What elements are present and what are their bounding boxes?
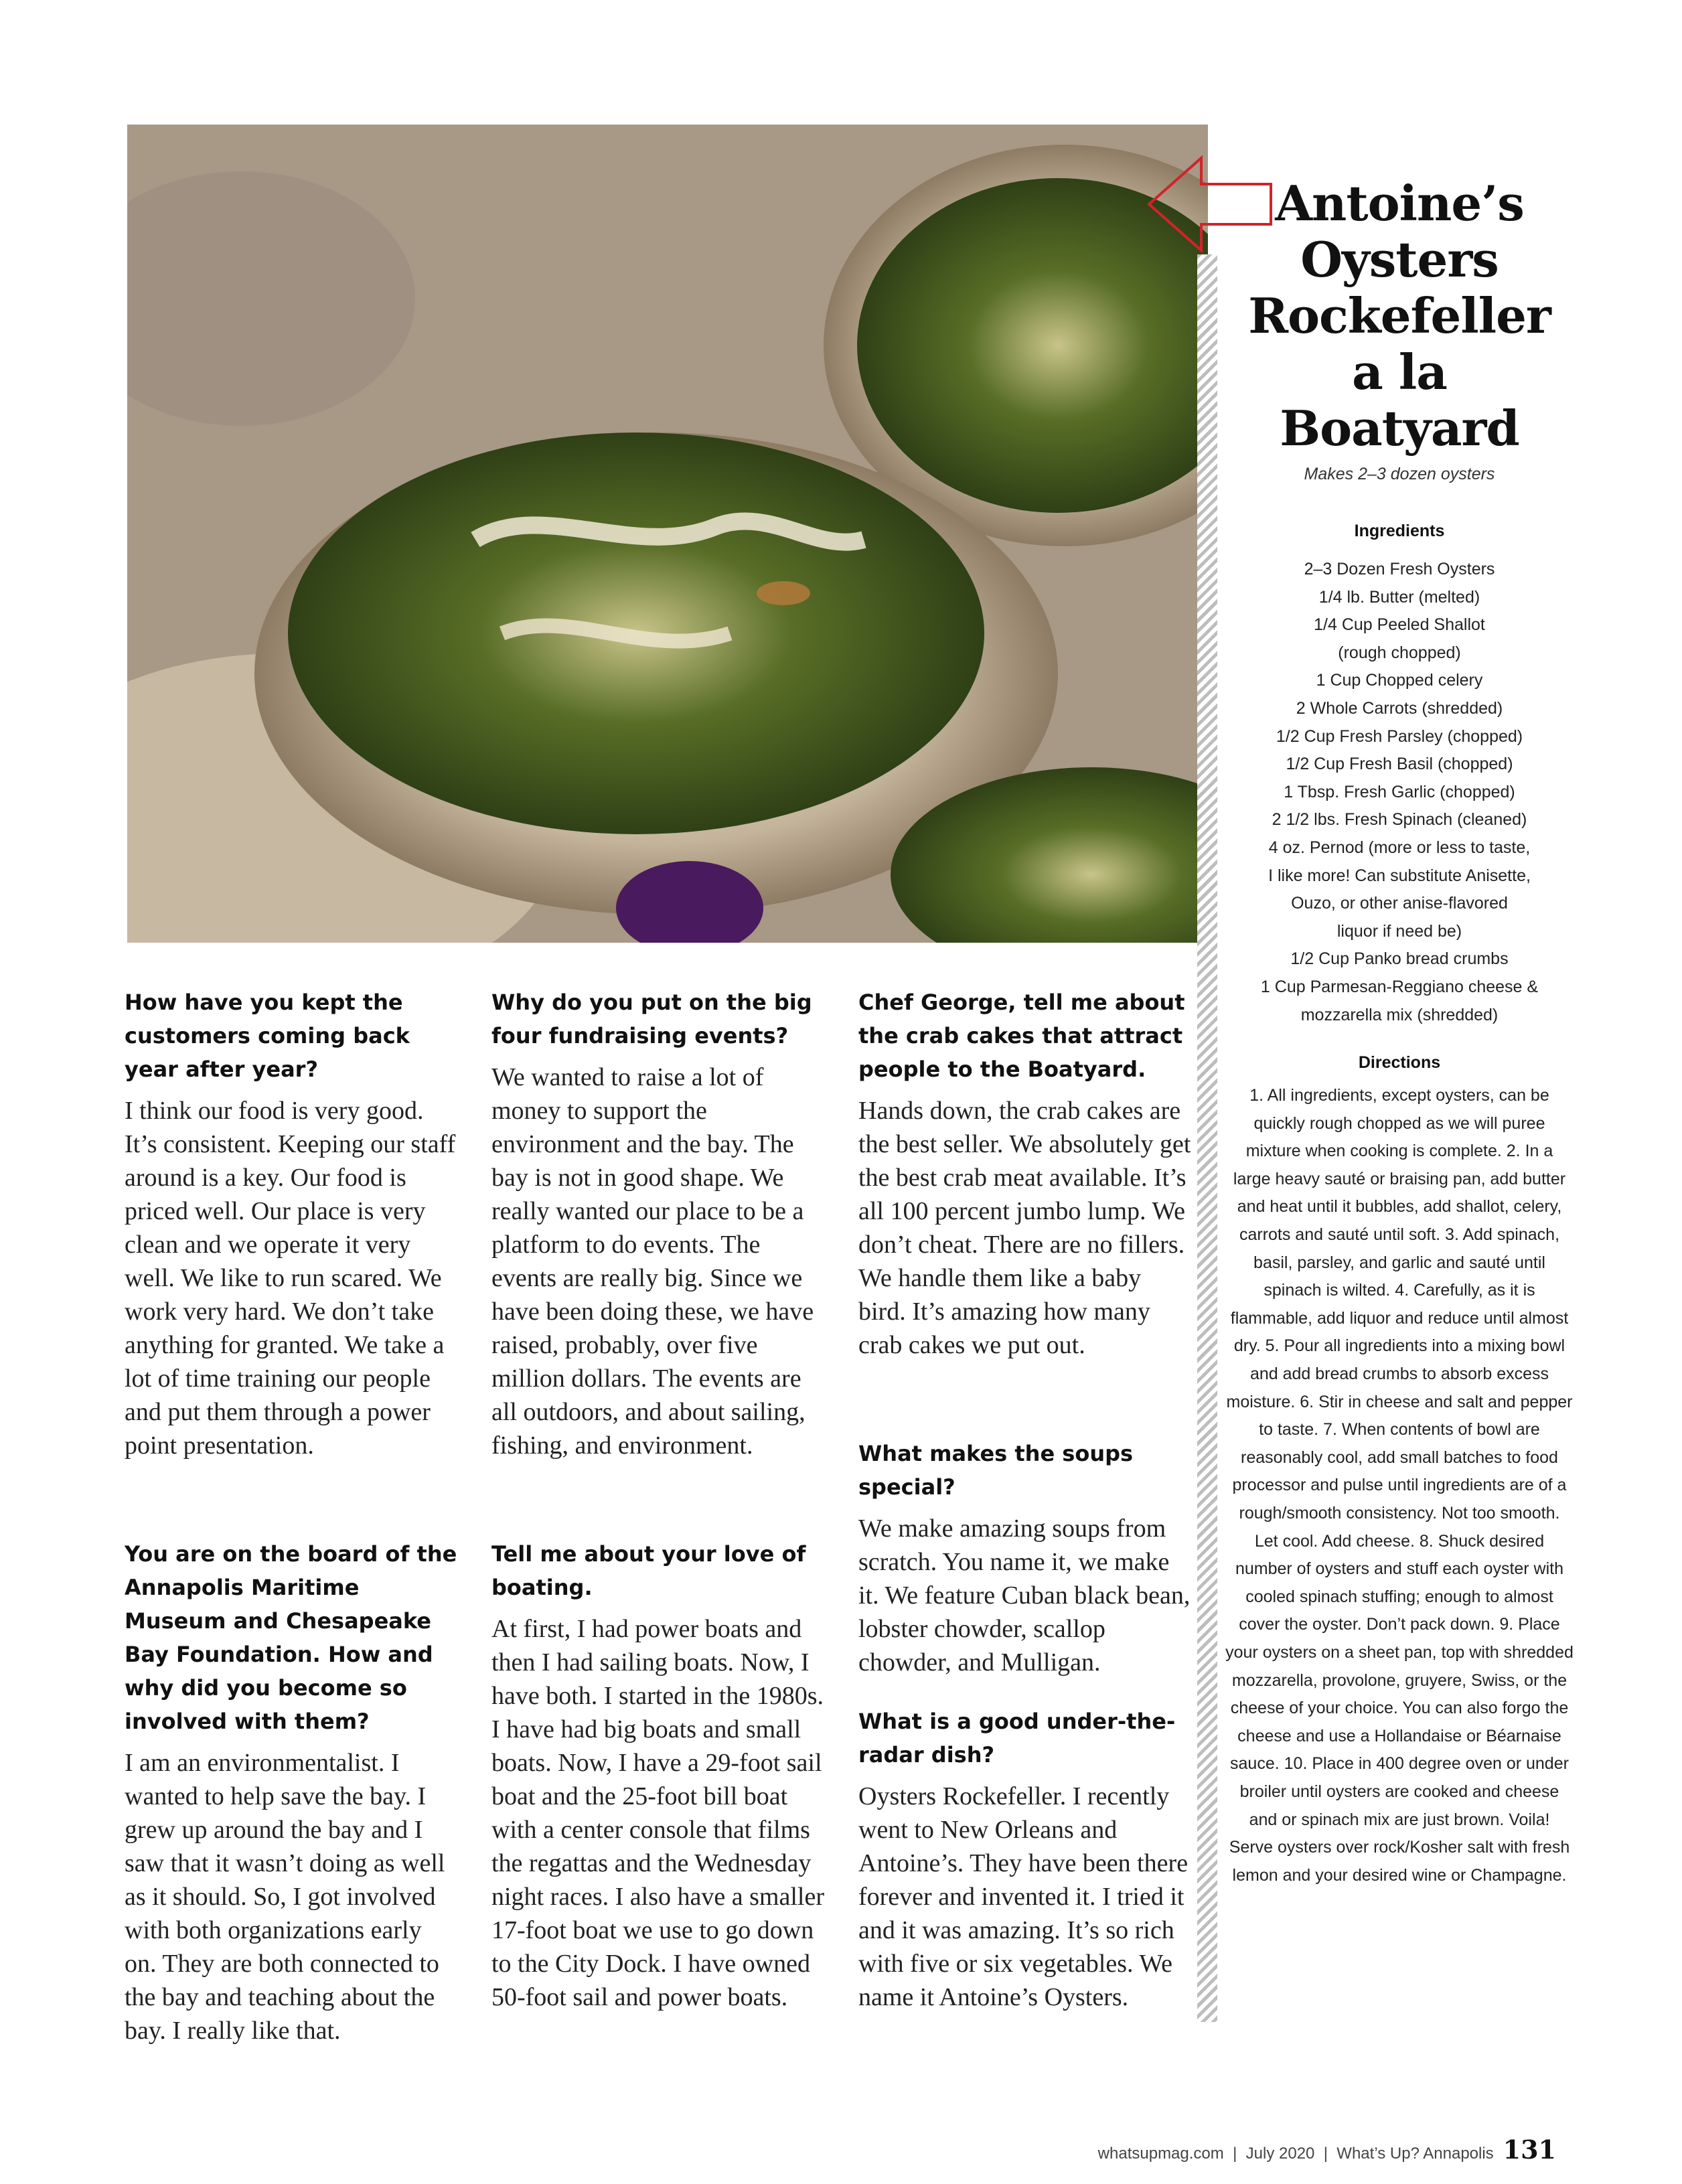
ingredient-item: 1/2 Cup Fresh Basil (chopped) [1286,755,1513,774]
directions-text: 1. All ingredients, except oysters, can be quickly rough chopped as we will puree mixture when cooking is complete. 2. In a large heavy sauté or braising pan, add butter and heat until it bubbles, add shallot, celery, carrots and sauté until soft. 3. Add spinach, basil, parsley, and garlic and sauté until spinach is wilted. 4. Carefully, as it is flammable, add liquor and reduce until almost dry. 5. Pour all ingredients into a mixing bowl and add bread crumbs to absorb excess moisture. 6. Stir in cheese and salt and pepper to taste. 7. When contents of bowl are reasonably cool, add small batches to food processor and pulse until ingredients are of a rough/smooth consistency. Not too smooth. Let cool. Add cheese. 8. Shuck desired number of oysters and stuff each oyster with cooled spinach stuffing; enough to almost cover the oyster. Don’t pack down. 9. Place your oysters on a sheet pan, top with shredded mozzarella, provolone, gruyere, Swiss, or the cheese of your choice. You can also forgo the cheese and use a Hollandaise or Béarnaise sauce. 10. Place in 400 degree oven or under broiler until oysters are cooked and cheese and or spinach mix are just brown. Voila! Serve oysters over rock/Kosher salt with fresh lemon and your desired wine or Champagne. [1225,1086,1574,1885]
question: Chef George, tell me about the crab cakes that attract people to the Boatyard. [858,990,1185,1082]
ingredient-item: I like more! Can substitute Anisette, [1268,866,1531,885]
interview-column-1 [125,986,459,1462]
recipe-sidebar [1225,175,1574,1889]
ingredients-heading: Ingredients [1354,522,1445,540]
question: Tell me about your love of boating. [491,1541,806,1600]
hatched-divider [1197,254,1217,2022]
page-number: 131 [1503,2134,1556,2165]
question: What makes the soups special? [858,1441,1134,1500]
ingredient-item: 1 Cup Parmesan-Reggiano cheese & [1260,977,1539,996]
question: How have you kept the customers coming back year after year? [125,990,410,1082]
ingredient-item: 2 Whole Carrots (shredded) [1296,698,1503,718]
page-footer [1098,2134,1556,2165]
ingredient-item: 1/4 Cup Peeled Shallot [1314,615,1485,635]
ingredient-item: 1/2 Cup Panko bread crumbs [1290,949,1509,969]
ingredient-item: 1/4 lb. Butter (melted) [1318,587,1480,607]
ingredient-item: 2–3 Dozen Fresh Oysters [1304,560,1495,578]
ingredient-item: 2 1/2 lbs. Fresh Spinach (cleaned) [1272,810,1527,830]
oysters-photo [127,125,1208,943]
interview-column-3-c [858,1705,1193,2014]
interview-column-1-b [125,1537,459,2047]
question: You are on the board of the Annapolis Maritime Museum and Chesapeake Bay Foundation. How and why did you become so involved with them? [125,1541,457,1734]
answer: We wanted to raise a lot of money to support the environment and the bay. The bay is not in good shape. We really wanted our place to be a platform to do events. The events are really big. Since we have been doing these, we have raised, probably, over five million dollars. The events are all outdoors, and about sailing, fishing, and environment. [491,1063,814,1460]
directions-heading: Directions [1358,1053,1441,1073]
ingredient-item: liquor if need be) [1336,921,1462,941]
ingredients-list [1231,556,1568,1029]
answer: I am an environmentalist. I wanted to help save the bay. I grew up around the bay and I saw that it wasn’t doing as well as it should. So, I got involved with both organizations early on. They are both connected to the bay and teaching about the bay. I really like that. [125,1749,445,2045]
ingredient-item: 1/2 Cup Fresh Parsley (chopped) [1276,726,1523,746]
ingredient-item: 1 Tbsp. Fresh Garlic (chopped) [1284,782,1515,801]
recipe-title: Antoine’s Oysters Rockefeller a la Boatyard [1248,175,1551,457]
question: Why do you put on the big four fundraising events? [491,990,812,1048]
ingredient-item: Ouzo, or other anise-flavored [1291,894,1508,913]
interview-column-3-b [858,1437,1193,1679]
ingredient-item: (rough chopped) [1338,643,1461,662]
recipe-yield: Makes 2–3 dozen oysters [1304,465,1495,483]
ingredient-item: 4 oz. Pernod (more or less to taste, [1268,838,1531,857]
ingredient-item: 1 Cup Chopped celery [1316,671,1483,690]
answer: We make amazing soups from scratch. You name it, we make it. We feature Cuban black bean, lobster chowder, scallop chowder, and Mulligan. [858,1514,1191,1676]
answer: At first, I had power boats and then I had sailing boats. Now, I have both. I started in the 1980s. I have had big boats and small boats. Now, I have a 29-foot sail boat and the 25-foot bill boat with a center console that films the regattas and the Wednesday night races. I also have a smaller 17-foot boat we use to go down to the City Dock. I have owned 50-foot sail and power boats. [491,1615,824,2011]
footer-text: whatsupmag.com | July 2020 | What’s Up? Annapolis [1097,2144,1494,2163]
ingredient-item: mozzarella mix (shredded) [1300,1005,1499,1024]
answer: Oysters Rockefeller. I recently went to New Orleans and Antoine’s. They have been there forever and invented it. I tried it and it was amazing. It’s so rich with five or six vegetables. We name it Antoine’s Oysters. [858,1782,1189,2011]
answer: I think our food is very good. It’s consistent. Keeping our staff around is a key. Our food is priced well. Our place is very clean and we operate it very well. We like to run scared. We work very hard. We don’t take anything for granted. We take a lot of time training our people and put them through a power point presentation. [125,1097,456,1460]
question: What is a good under-the-radar dish? [858,1709,1176,1768]
interview-column-2 [491,986,826,1462]
interview-column-2-b [491,1537,826,2014]
answer: Hands down, the crab cakes are the best seller. We absolutely get the best crab meat available. It’s all 100 percent jumbo lump. We don’t cheat. There are no fillers. We handle them like a baby bird. It’s amazing how many crab cakes we put out. [858,1097,1191,1359]
interview-column-3 [858,986,1193,1362]
